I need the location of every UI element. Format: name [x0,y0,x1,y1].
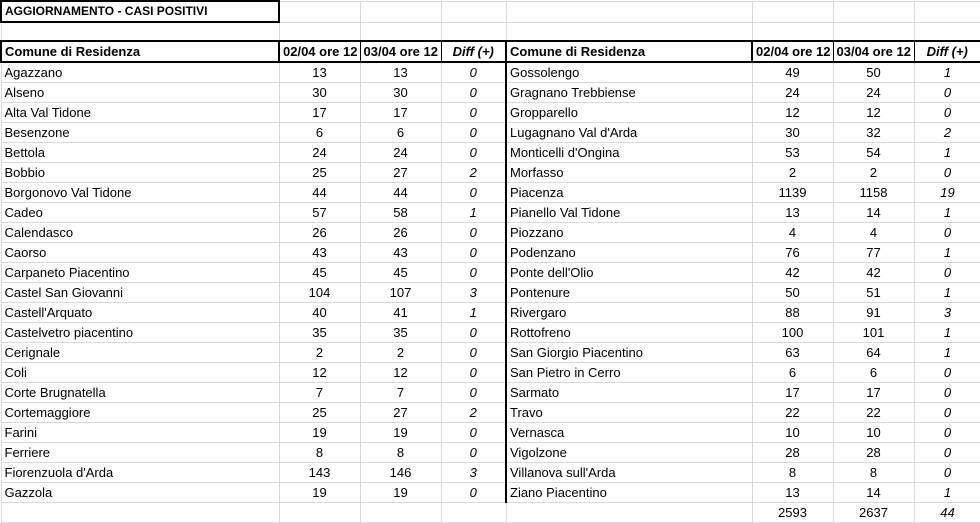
comune-cell[interactable]: San Pietro in Cerro [506,363,752,383]
diff-cell[interactable]: 0 [914,403,980,423]
value-0204-cell[interactable]: 13 [752,203,833,223]
value-0204-cell[interactable]: 25 [279,403,360,423]
value-0304-cell[interactable]: 24 [360,143,441,163]
diff-cell[interactable]: 0 [441,323,506,343]
diff-cell[interactable]: 19 [914,183,980,203]
comune-cell[interactable]: Gropparello [506,103,752,123]
value-0304-cell[interactable]: 8 [360,443,441,463]
comune-cell[interactable]: Caorso [1,243,279,263]
diff-cell[interactable]: 0 [441,363,506,383]
value-0304-cell[interactable]: 101 [833,323,914,343]
table-row [1,283,980,303]
table-row [1,223,980,243]
comune-cell[interactable]: Agazzano [1,62,279,83]
value-0304-cell[interactable]: 13 [360,62,441,83]
value-0204-cell[interactable]: 17 [279,103,360,123]
diff-cell[interactable]: 0 [441,62,506,83]
value-0204-cell[interactable]: 53 [752,143,833,163]
value-0304-cell[interactable]: 14 [833,203,914,223]
comune-cell[interactable]: Fiorenzuola d'Arda [1,463,279,483]
table-row [1,303,980,323]
total-0304-cell[interactable]: 2637 [833,503,914,523]
value-0304-cell[interactable]: 42 [833,263,914,283]
value-0304-cell[interactable]: 51 [833,283,914,303]
diff-cell[interactable]: 3 [914,303,980,323]
total-diff-cell[interactable]: 44 [914,503,980,523]
empty-cell[interactable] [441,503,506,523]
table-row [1,383,980,403]
comune-cell[interactable]: Piacenza [506,183,752,203]
diff-cell[interactable]: 0 [441,123,506,143]
diff-cell[interactable]: 0 [914,223,980,243]
header-diff-right[interactable]: Diff (+) [914,41,980,62]
diff-cell[interactable]: 0 [914,103,980,123]
value-0204-cell[interactable]: 35 [279,323,360,343]
diff-cell[interactable]: 2 [441,403,506,423]
diff-cell[interactable]: 1 [441,303,506,323]
value-0304-cell[interactable]: 22 [833,403,914,423]
value-0304-cell[interactable]: 17 [360,103,441,123]
table-row [1,423,980,443]
value-0204-cell[interactable]: 1139 [752,183,833,203]
value-0204-cell[interactable]: 19 [279,483,360,503]
table-row [1,263,980,283]
value-0304-cell[interactable]: 32 [833,123,914,143]
header-comune-left[interactable]: Comune di Residenza [1,41,279,62]
value-0304-cell[interactable]: 107 [360,283,441,303]
empty-cell[interactable] [752,22,833,41]
value-0304-cell[interactable]: 4 [833,223,914,243]
empty-cell[interactable] [441,22,506,41]
comune-cell[interactable]: Borgonovo Val Tidone [1,183,279,203]
comune-cell[interactable]: Pontenure [506,283,752,303]
table-row [1,123,980,143]
comune-cell[interactable]: Calendasco [1,223,279,243]
comune-cell[interactable]: Corte Brugnatella [1,383,279,403]
value-0204-cell[interactable]: 2 [279,343,360,363]
value-0204-cell[interactable]: 49 [752,62,833,83]
table-row [1,463,980,483]
value-0204-cell[interactable]: 4 [752,223,833,243]
comune-cell[interactable]: Travo [506,403,752,423]
comune-cell[interactable]: Piozzano [506,223,752,243]
comune-cell[interactable]: Sarmato [506,383,752,403]
value-0304-cell[interactable]: 6 [360,123,441,143]
value-0304-cell[interactable]: 14 [833,483,914,503]
comune-cell[interactable]: Alseno [1,83,279,103]
comune-cell[interactable]: Cerignale [1,343,279,363]
empty-cell[interactable] [360,22,441,41]
diff-cell[interactable]: 0 [441,103,506,123]
comune-cell[interactable]: Ferriere [1,443,279,463]
value-0204-cell[interactable]: 76 [752,243,833,263]
value-0304-cell[interactable]: 2 [833,163,914,183]
diff-cell[interactable]: 1 [914,323,980,343]
comune-cell[interactable]: Ponte dell'Olio [506,263,752,283]
comune-cell[interactable]: Morfasso [506,163,752,183]
header-comune-right[interactable]: Comune di Residenza [506,41,752,62]
comune-cell[interactable]: Villanova sull'Arda [506,463,752,483]
empty-cell[interactable] [279,503,360,523]
table-row [1,143,980,163]
diff-cell[interactable]: 0 [914,163,980,183]
comune-cell[interactable]: Castel San Giovanni [1,283,279,303]
diff-cell[interactable]: 1 [914,343,980,363]
comune-cell[interactable]: Vernasca [506,423,752,443]
value-0204-cell[interactable]: 25 [279,163,360,183]
comune-cell[interactable]: San Giorgio Piacentino [506,343,752,363]
diff-cell[interactable]: 0 [441,143,506,163]
table-row [1,203,980,223]
value-0204-cell[interactable]: 50 [752,283,833,303]
value-0204-cell[interactable]: 12 [279,363,360,383]
empty-cell[interactable] [833,22,914,41]
value-0304-cell[interactable]: 91 [833,303,914,323]
value-0204-cell[interactable]: 24 [752,83,833,103]
table-row [1,443,980,463]
diff-cell[interactable]: 1 [441,203,506,223]
comune-cell[interactable]: Alta Val Tidone [1,103,279,123]
value-0204-cell[interactable]: 88 [752,303,833,323]
comune-cell[interactable]: Monticelli d'Ongina [506,143,752,163]
comune-cell[interactable]: Besenzone [1,123,279,143]
value-0304-cell[interactable]: 10 [833,423,914,443]
totals-row [1,503,980,523]
table-row [1,483,980,503]
value-0304-cell[interactable]: 7 [360,383,441,403]
empty-cell[interactable] [752,1,833,22]
diff-cell[interactable]: 0 [914,383,980,403]
value-0204-cell[interactable]: 19 [279,423,360,443]
value-0204-cell[interactable]: 104 [279,283,360,303]
value-0204-cell[interactable]: 30 [279,83,360,103]
header-date2-right[interactable]: 03/04 ore 12 [833,41,914,62]
value-0304-cell[interactable]: 12 [833,103,914,123]
table-row [1,62,980,83]
table-row [1,163,980,183]
value-0304-cell[interactable]: 8 [833,463,914,483]
table-row [1,83,980,103]
diff-cell[interactable]: 0 [441,383,506,403]
value-0204-cell[interactable]: 57 [279,203,360,223]
diff-cell[interactable]: 1 [914,283,980,303]
value-0204-cell[interactable]: 24 [279,143,360,163]
diff-cell[interactable]: 2 [914,123,980,143]
diff-cell[interactable]: 1 [914,203,980,223]
value-0304-cell[interactable]: 27 [360,163,441,183]
value-0304-cell[interactable]: 28 [833,443,914,463]
value-0304-cell[interactable]: 30 [360,83,441,103]
value-0304-cell[interactable]: 146 [360,463,441,483]
diff-cell[interactable]: 0 [441,83,506,103]
value-0204-cell[interactable]: 13 [279,62,360,83]
comune-cell[interactable]: Rivergaro [506,303,752,323]
table-row [1,183,980,203]
header-date1-left[interactable]: 02/04 ore 12 [279,41,360,62]
value-0204-cell[interactable]: 2 [752,163,833,183]
sheet-title[interactable]: AGGIORNAMENTO - CASI POSITIVI [1,1,279,22]
table-row [1,243,980,263]
value-0304-cell[interactable]: 1158 [833,183,914,203]
comune-cell[interactable]: Coli [1,363,279,383]
diff-cell[interactable]: 1 [914,143,980,163]
value-0204-cell[interactable]: 26 [279,223,360,243]
diff-cell[interactable]: 0 [914,363,980,383]
empty-cell[interactable] [833,1,914,22]
value-0204-cell[interactable]: 6 [279,123,360,143]
value-0204-cell[interactable]: 28 [752,443,833,463]
diff-cell[interactable]: 1 [914,483,980,503]
diff-cell[interactable]: 0 [441,243,506,263]
value-0304-cell[interactable]: 45 [360,263,441,283]
value-0304-cell[interactable]: 26 [360,223,441,243]
diff-cell[interactable]: 3 [441,283,506,303]
diff-cell[interactable]: 0 [441,423,506,443]
diff-cell[interactable]: 0 [441,223,506,243]
comune-cell[interactable]: Cadeo [1,203,279,223]
table-row [1,103,980,123]
value-0204-cell[interactable]: 43 [279,243,360,263]
table-row [1,343,980,363]
value-0304-cell[interactable]: 2 [360,343,441,363]
value-0204-cell[interactable]: 8 [279,443,360,463]
comune-cell[interactable]: Rottofreno [506,323,752,343]
value-0204-cell[interactable]: 100 [752,323,833,343]
empty-cell[interactable] [914,22,980,41]
header-date1-right[interactable]: 02/04 ore 12 [752,41,833,62]
value-0304-cell[interactable]: 41 [360,303,441,323]
empty-cell[interactable] [279,22,360,41]
diff-cell[interactable]: 0 [441,263,506,283]
empty-cell[interactable] [506,503,752,523]
comune-cell[interactable]: Cortemaggiore [1,403,279,423]
empty-cell[interactable] [1,503,279,523]
diff-cell[interactable]: 0 [914,463,980,483]
value-0304-cell[interactable]: 17 [833,383,914,403]
value-0204-cell[interactable]: 17 [752,383,833,403]
diff-cell[interactable]: 1 [914,62,980,83]
value-0204-cell[interactable]: 63 [752,343,833,363]
empty-cell[interactable] [506,1,752,22]
diff-cell[interactable]: 0 [914,263,980,283]
comune-cell[interactable]: Gazzola [1,483,279,503]
value-0204-cell[interactable]: 7 [279,383,360,403]
diff-cell[interactable]: 0 [914,423,980,443]
empty-cell[interactable] [506,22,752,41]
comune-cell[interactable]: Ziano Piacentino [506,483,752,503]
comune-cell[interactable]: Gragnano Trebbiense [506,83,752,103]
empty-cell[interactable] [360,1,441,22]
value-0204-cell[interactable]: 12 [752,103,833,123]
value-0204-cell[interactable]: 40 [279,303,360,323]
diff-cell[interactable]: 0 [441,183,506,203]
value-0204-cell[interactable]: 42 [752,263,833,283]
comune-cell[interactable]: Lugagnano Val d'Arda [506,123,752,143]
empty-cell[interactable] [914,1,980,22]
empty-cell[interactable] [360,503,441,523]
value-0304-cell[interactable]: 77 [833,243,914,263]
value-0204-cell[interactable]: 22 [752,403,833,423]
header-date2-left[interactable]: 03/04 ore 12 [360,41,441,62]
value-0304-cell[interactable]: 6 [833,363,914,383]
value-0304-cell[interactable]: 54 [833,143,914,163]
diff-cell[interactable]: 0 [914,83,980,103]
value-0304-cell[interactable]: 35 [360,323,441,343]
comune-cell[interactable]: Castell'Arquato [1,303,279,323]
comune-cell[interactable]: Pianello Val Tidone [506,203,752,223]
table-row [1,363,980,383]
empty-cell[interactable] [279,1,360,22]
value-0304-cell[interactable]: 50 [833,62,914,83]
value-0204-cell[interactable]: 6 [752,363,833,383]
value-0204-cell[interactable]: 8 [752,463,833,483]
total-0204-cell[interactable]: 2593 [752,503,833,523]
value-0204-cell[interactable]: 44 [279,183,360,203]
value-0204-cell[interactable]: 30 [752,123,833,143]
value-0304-cell[interactable]: 12 [360,363,441,383]
empty-cell[interactable] [441,1,506,22]
table-row [1,403,980,423]
value-0304-cell[interactable]: 64 [833,343,914,363]
diff-cell[interactable]: 0 [441,443,506,463]
value-0304-cell[interactable]: 43 [360,243,441,263]
value-0204-cell[interactable]: 13 [752,483,833,503]
value-0304-cell[interactable]: 19 [360,483,441,503]
table-row [1,323,980,343]
diff-cell[interactable]: 0 [441,483,506,503]
header-diff-left[interactable]: Diff (+) [441,41,506,62]
comune-cell[interactable]: Farini [1,423,279,443]
value-0304-cell[interactable]: 44 [360,183,441,203]
value-0204-cell[interactable]: 143 [279,463,360,483]
diff-cell[interactable]: 3 [441,463,506,483]
diff-cell[interactable]: 0 [914,443,980,463]
comune-cell[interactable]: Vigolzone [506,443,752,463]
diff-cell[interactable]: 2 [441,163,506,183]
comune-cell[interactable]: Bobbio [1,163,279,183]
value-0204-cell[interactable]: 45 [279,263,360,283]
value-0304-cell[interactable]: 27 [360,403,441,423]
diff-cell[interactable]: 0 [441,343,506,363]
comune-cell[interactable]: Carpaneto Piacentino [1,263,279,283]
empty-cell[interactable] [1,22,279,41]
value-0204-cell[interactable]: 10 [752,423,833,443]
value-0304-cell[interactable]: 24 [833,83,914,103]
value-0304-cell[interactable]: 19 [360,423,441,443]
comune-cell[interactable]: Bettola [1,143,279,163]
diff-cell[interactable]: 1 [914,243,980,263]
comune-cell[interactable]: Podenzano [506,243,752,263]
comune-cell[interactable]: Castelvetro piacentino [1,323,279,343]
comune-cell[interactable]: Gossolengo [506,62,752,83]
value-0304-cell[interactable]: 58 [360,203,441,223]
